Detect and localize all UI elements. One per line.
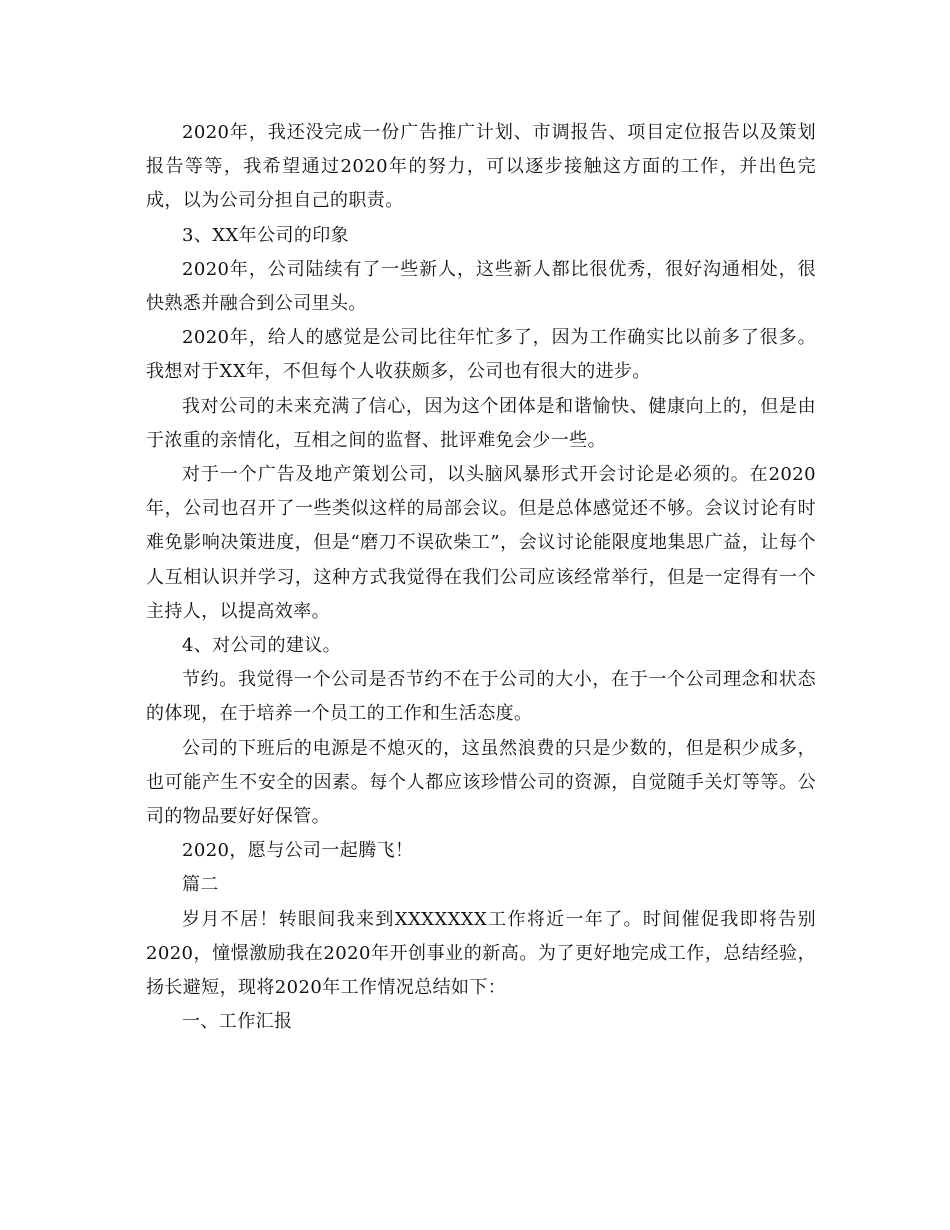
section-heading-work-report: 一、工作汇报 xyxy=(182,1011,293,1033)
paragraph-wish: 2020，愿与公司一起腾飞！ xyxy=(182,840,414,862)
paragraph-saving: 节约。我觉得一个公司是否节约不在于公司的大小，在于一个公司理念和状态的体现，在于培养一个员工的工作和生活态度。 xyxy=(146,669,816,725)
paragraph-year-summary: 岁月不居！转眼间我来到XXXXXXX工作将近一年了。时间催促我即将告别2020，憧憬激励我在2020年开创事业的新高。为了更好地完成工作，总结经验，扬长避短，现将2020年工作情况总结如下： xyxy=(146,908,816,999)
paragraph-busier: 2020年，给人的感觉是公司比往年忙多了，因为工作确实比以前多了很多。我想对于XX年，不但每个人收获颇多，公司也有很大的进步。 xyxy=(146,327,816,383)
chapter-heading-part-two: 篇二 xyxy=(182,874,219,896)
section-heading-company-impression: 3、XX年公司的印象 xyxy=(182,224,350,246)
paragraph-confidence: 我对公司的未来充满了信心，因为这个团体是和谐愉快、健康向上的，但是由于浓重的亲情化，互相之间的监督、批评难免会少一些。 xyxy=(146,395,816,451)
paragraph-plan-report: 2020年，我还没完成一份广告推广计划、市调报告、项目定位报告以及策划报告等等，我希望通过2020年的努力，可以逐步接触这方面的工作，并出色完成，以为公司分担自己的职责。 xyxy=(146,122,816,212)
paragraph-brainstorm: 对于一个广告及地产策划公司，以头脑风暴形式开会讨论是必须的。在2020年，公司也召开了一些类似这样的局部会议。但是总体感觉还不够。会议讨论有时难免影响决策进度，但是“磨刀不误砍柴工”，会议讨论能限度地集思广益，让每个人互相认识并学习，这种方式我觉得在我们公司应该经常举行，但是一定得有一个主持人，以提高效率。 xyxy=(146,464,816,622)
paragraph-power: 公司的下班后的电源是不熄灭的，这虽然浪费的只是少数的，但是积少成多，也可能产生不安全的因素。每个人都应该珍惜公司的资源，自觉随手关灯等等。公司的物品要好好保管。 xyxy=(146,737,816,828)
document-body xyxy=(146,116,816,1039)
paragraph-new-people: 2020年，公司陆续有了一些新人，这些新人都比很优秀，很好沟通相处，很快熟悉并融合到公司里头。 xyxy=(146,258,816,315)
section-heading-suggestions: 4、对公司的建议。 xyxy=(182,635,342,657)
